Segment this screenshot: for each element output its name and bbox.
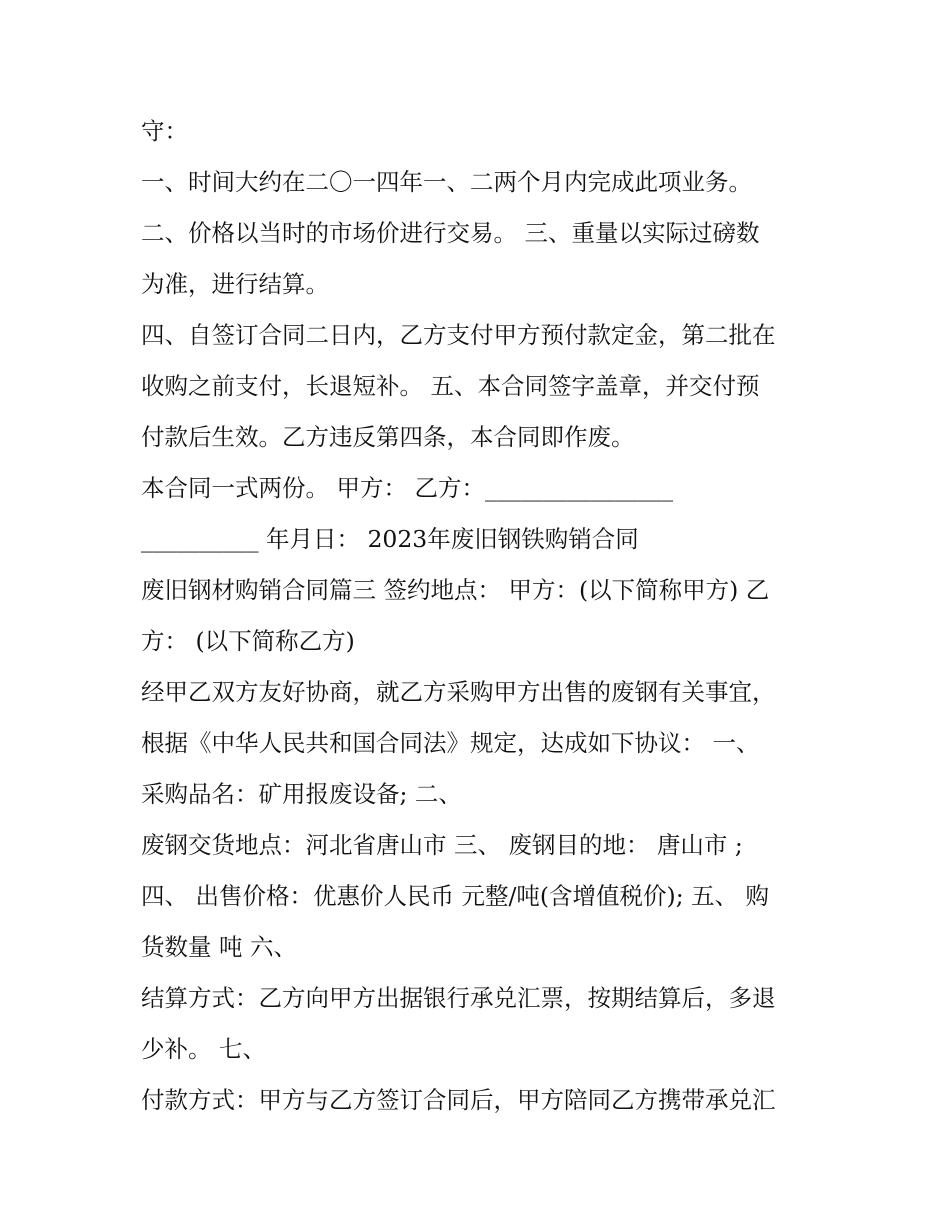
text-line: 为准，进行结算。 bbox=[141, 270, 329, 298]
text-line: __________ 年月日： 2023年废旧钢铁购销合同 bbox=[141, 525, 639, 553]
text-line: 结算方式：乙方向甲方出据银行承兑汇票，按期结算后，多退 bbox=[141, 984, 776, 1012]
text-line: 付款后生效。乙方违反第四条，本合同即作废。 bbox=[141, 423, 635, 451]
text-line: 货数量 吨 六、 bbox=[141, 933, 297, 961]
text-line: 二、价格以当时的市场价进行交易。 三、重量以实际过磅数 bbox=[141, 219, 760, 247]
text-line: 废钢交货地点：河北省唐山市 三、 废钢目的地： 唐山市 ; bbox=[141, 831, 743, 859]
text-line: 收购之前支付，长退短补。 五、本合同签字盖章，并交付预 bbox=[141, 372, 760, 400]
text-line: 废旧钢材购销合同篇三 签约地点： 甲方：(以下简称甲方) 乙 bbox=[141, 576, 770, 604]
text-line: 四、自签订合同二日内，乙方支付甲方预付款定金，第二批在 bbox=[141, 321, 776, 349]
text-line: 守： bbox=[141, 117, 188, 145]
text-line: 经甲乙双方友好协商，就乙方采购甲方出售的废钢有关事宜， bbox=[141, 678, 776, 706]
text-line: 本合同一式两份。 甲方： 乙方：________________ bbox=[141, 474, 673, 502]
text-line: 少补。 七、 bbox=[141, 1035, 266, 1063]
contract-text bbox=[141, 106, 821, 1126]
text-line: 根据《中华人民共和国合同法》规定，达成如下协议： 一、 bbox=[141, 729, 760, 757]
text-line: 付款方式：甲方与乙方签订合同后，甲方陪同乙方携带承兑汇 bbox=[141, 1086, 776, 1114]
text-line: 采购品名：矿用报废设备; 二、 bbox=[141, 780, 462, 808]
text-line: 四、 出售价格：优惠价人民币 元整/吨(含增值税价); 五、 购 bbox=[141, 882, 770, 910]
text-line: 方： (以下简称乙方) bbox=[141, 627, 355, 655]
text-line: 一、时间大约在二〇一四年一、二两个月内完成此项业务。 bbox=[141, 168, 752, 196]
